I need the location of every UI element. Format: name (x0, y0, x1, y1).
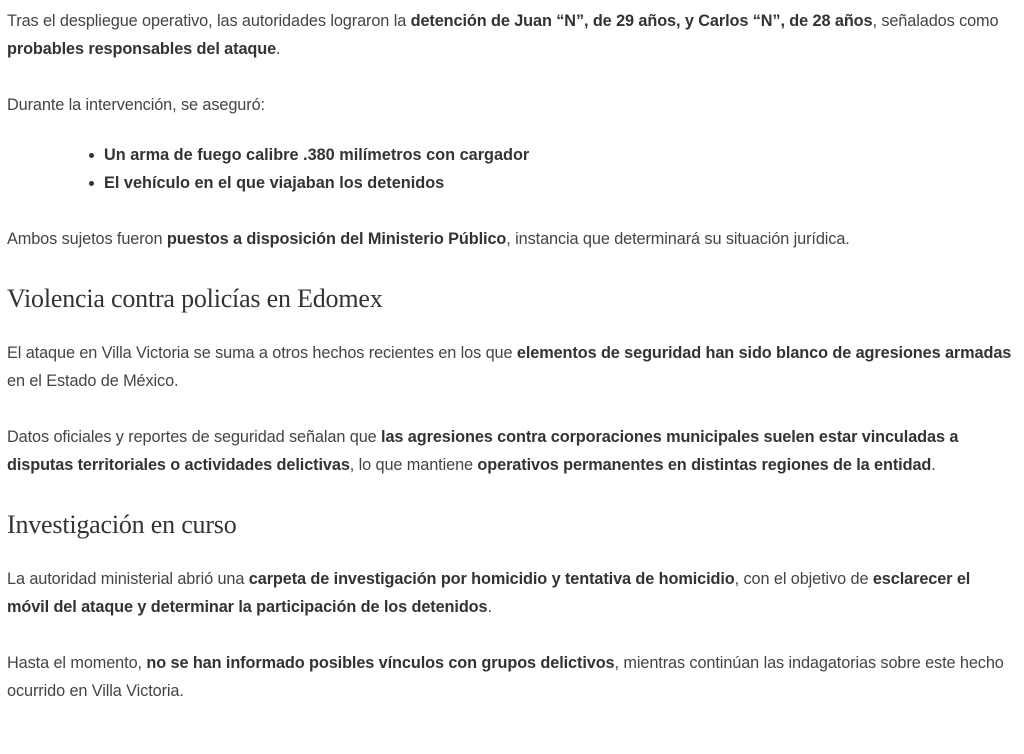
paragraph-text: en el Estado de México. (7, 372, 179, 390)
paragraph-text: Ambos sujetos fueron (7, 230, 167, 248)
paragraph-seized-intro (7, 91, 1016, 119)
paragraph-text: La autoridad ministerial abrió una (7, 570, 249, 588)
paragraph-official-data (7, 423, 1016, 479)
public-ministry-bold: puestos a disposición del Ministerio Público (166, 230, 507, 248)
paragraph-text: , mientras continúan las indagatorias sobre este hecho ocurrido en Villa Victoria. (7, 654, 1004, 700)
paragraph-text: Datos oficiales y reportes de seguridad señalan que (7, 428, 382, 446)
clarify-motive-bold: esclarecer el móvil del ataque y determinar la participación de los detenidos (7, 570, 971, 616)
paragraph-text: . (276, 40, 281, 58)
paragraph-text: , señalados como (872, 12, 999, 30)
paragraph-detention (7, 0, 1016, 63)
list-item: El vehículo en el que viajaban los detenidos (104, 169, 1016, 197)
heading-violence: Violencia contra policías en Edomex (7, 284, 383, 313)
paragraph-investigation-file (7, 565, 1016, 621)
paragraph-text: Tras el despliegue operativo, las autoridades lograron la (7, 12, 411, 30)
paragraph-public-ministry (7, 225, 1016, 253)
paragraph-text: El ataque en Villa Victoria se suma a otros hechos recientes en los que (7, 344, 517, 362)
paragraph-text: , lo que mantiene (349, 456, 478, 474)
territorial-disputes-bold: las agresiones contra corporaciones municipales suelen estar vinculadas a disputas territoriales o actividades delictivas (7, 428, 959, 474)
paragraph-text: . (487, 598, 492, 616)
paragraph-text: , instancia que determinará su situación jurídica. (506, 230, 850, 248)
investigation-file-bold: carpeta de investigación por homicidio y tentativa de homicidio (248, 570, 735, 588)
paragraph-attack-context (7, 339, 1016, 395)
paragraph-no-links (7, 649, 1016, 705)
paragraph-text: Durante la intervención, se aseguró: (7, 96, 265, 114)
paragraph-text: . (931, 456, 936, 474)
list-item: Un arma de fuego calibre .380 milímetros con cargador (104, 141, 1016, 169)
no-criminal-links-bold: no se han informado posibles vínculos con grupos delictivos (146, 654, 615, 672)
armed-aggressions-bold: elementos de seguridad han sido blanco de agresiones armadas (516, 344, 1012, 362)
seized-items-list (7, 141, 1016, 197)
paragraph-text: Hasta el momento, (7, 654, 147, 672)
probable-responsibles: probables responsables del ataque (7, 40, 277, 58)
paragraph-text: , con el objetivo de (734, 570, 873, 588)
permanent-operations-bold: operativos permanentes en distintas regiones de la entidad (477, 456, 932, 474)
detainees-names: detención de Juan “N”, de 29 años, y Carlos “N”, de 28 años (410, 12, 873, 30)
heading-investigation: Investigación en curso (7, 510, 237, 539)
